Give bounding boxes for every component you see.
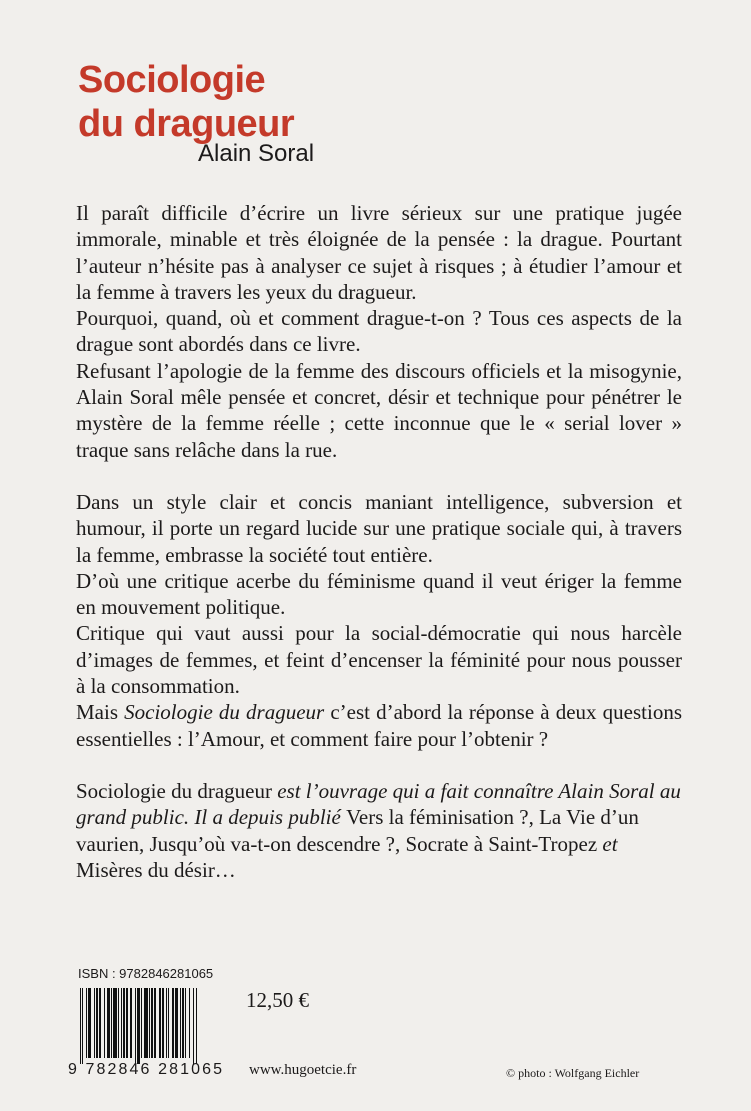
blurb-text-span: c’est d’abord la réponse à deux questions essentielles : l’Amour, et comment faire pour l’obtenir ? xyxy=(76,700,683,751)
blurb-paragraph: Critique qui vaut aussi pour la social-démocratie qui nous harcèle d’images de femmes, et feint d’encenser la féminité pour nous pousser à la consommation. xyxy=(76,621,682,699)
publisher-website: www.hugoetcie.fr xyxy=(249,1062,357,1078)
work-title: Misères du désir… xyxy=(76,857,236,882)
blurb-paragraph: D’où une critique acerbe du féminisme quand il veut ériger la femme en mouvement politique. xyxy=(76,568,682,620)
blurb-paragraph: Dans un style clair et concis maniant intelligence, subversion et humour, il porte un regard lucide sur une pratique sociale qui, à travers la femme, embrasse la société tout entière. xyxy=(76,489,682,567)
blurb-paragraph xyxy=(76,699,682,752)
price-label: 12,50 € xyxy=(246,988,309,1012)
title-line-1: Sociologie xyxy=(78,59,266,101)
title-line-2: du dragueur xyxy=(78,103,295,145)
paragraph-gap xyxy=(76,463,682,489)
work-titles: Vers la féminisation ?, La Vie d’un vaurien, Jusqu’où va-t-on descendre ?, Socrate à Saint-Tropez xyxy=(76,805,639,856)
bibliography-text: et xyxy=(597,831,618,856)
barcode-digits: 9 782846 281065 xyxy=(68,1061,225,1078)
blurb-paragraph: Pourquoi, quand, où et comment drague-t-on ? Tous ces aspects de la drague sont abordés dans ce livre. xyxy=(76,306,682,357)
barcode xyxy=(80,988,236,1058)
blurb-paragraph: Refusant l’apologie de la femme des discours officiels et la misogynie, Alain Soral mêle pensée et concret, désir et technique pour pénétrer le mystère de la femme réelle ; cette inconnue que le « serial lover » traque sans relâche dans la rue. xyxy=(76,358,682,462)
blurb-paragraph: Il paraît difficile d’écrire un livre sérieux sur une pratique jugée immorale, minable et très éloignée de la pensée : la drague. Pourtant l’auteur n’hésite pas à analyser ce sujet à risques ; à étudier l’amour et la femme à travers les yeux du dragueur. xyxy=(76,201,682,304)
isbn-label: ISBN : 9782846281065 xyxy=(78,966,214,981)
bibliography-text: est l’ouvrage qui a fait connaître Alain Soral au grand public. Il a depuis publié xyxy=(76,778,681,830)
blurb-text xyxy=(76,200,682,883)
paragraph-gap xyxy=(76,752,682,778)
photo-credit: © photo : Wolfgang Eichler xyxy=(506,1066,640,1080)
work-title: Sociologie du dragueur xyxy=(76,778,272,803)
author-name: Alain Soral xyxy=(198,140,315,167)
book-title-mention: Sociologie du dragueur xyxy=(124,700,325,725)
bibliography-paragraph xyxy=(76,778,682,883)
book-title xyxy=(78,58,294,146)
blurb-text-span: Mais xyxy=(76,700,125,725)
